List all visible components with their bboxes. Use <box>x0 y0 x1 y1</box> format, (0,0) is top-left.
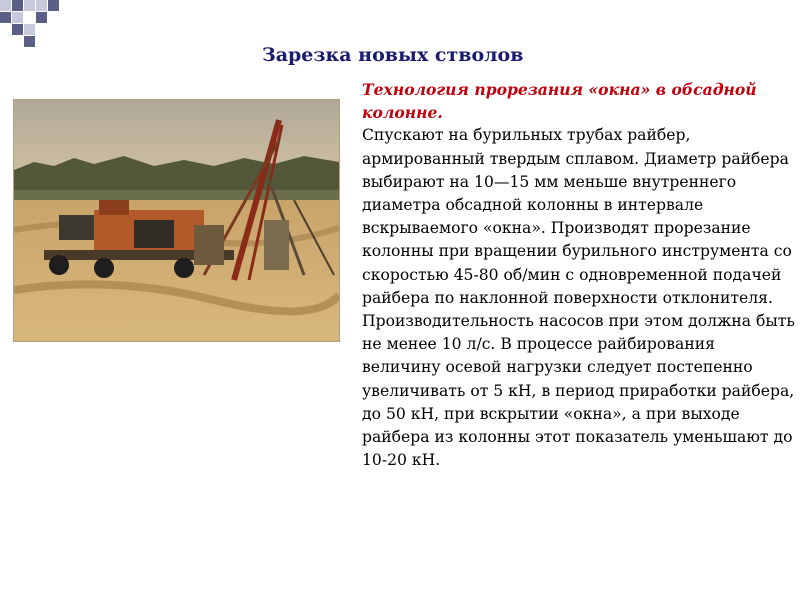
slide-title: Зарезка новых стволов <box>262 44 524 66</box>
slide-subtitle: Технология прорезания «окна» в обсадной колонне. <box>362 80 757 123</box>
slide-content <box>362 78 798 472</box>
slide-body-text: Спускают на бурильных трубах райбер, армированный твердым сплавом. Диаметр райбера выбирают на 10—15 мм меньше внутреннего диаметра обсадной колонны в интервале вскрываемого «окна». Производят прорезание колонны при вращении бурильного инструмента со скоростью 45-80 об/мин с одновременной подачей райбера по наклонной поверхности отклонителя. Производительность насосов при этом должна быть не менее 10 л/с. В процессе райбирования величину осевой нагрузки следует постепенно увеличивать от 5 кН, в период приработки райбера, до 50 кН, при вскрытии «окна», а при выходе райбера из колонны этот показатель уменьшают до 10-20 кН. <box>362 126 795 470</box>
corner-squares-decoration <box>0 0 60 50</box>
drilling-rig-photo <box>13 99 340 342</box>
